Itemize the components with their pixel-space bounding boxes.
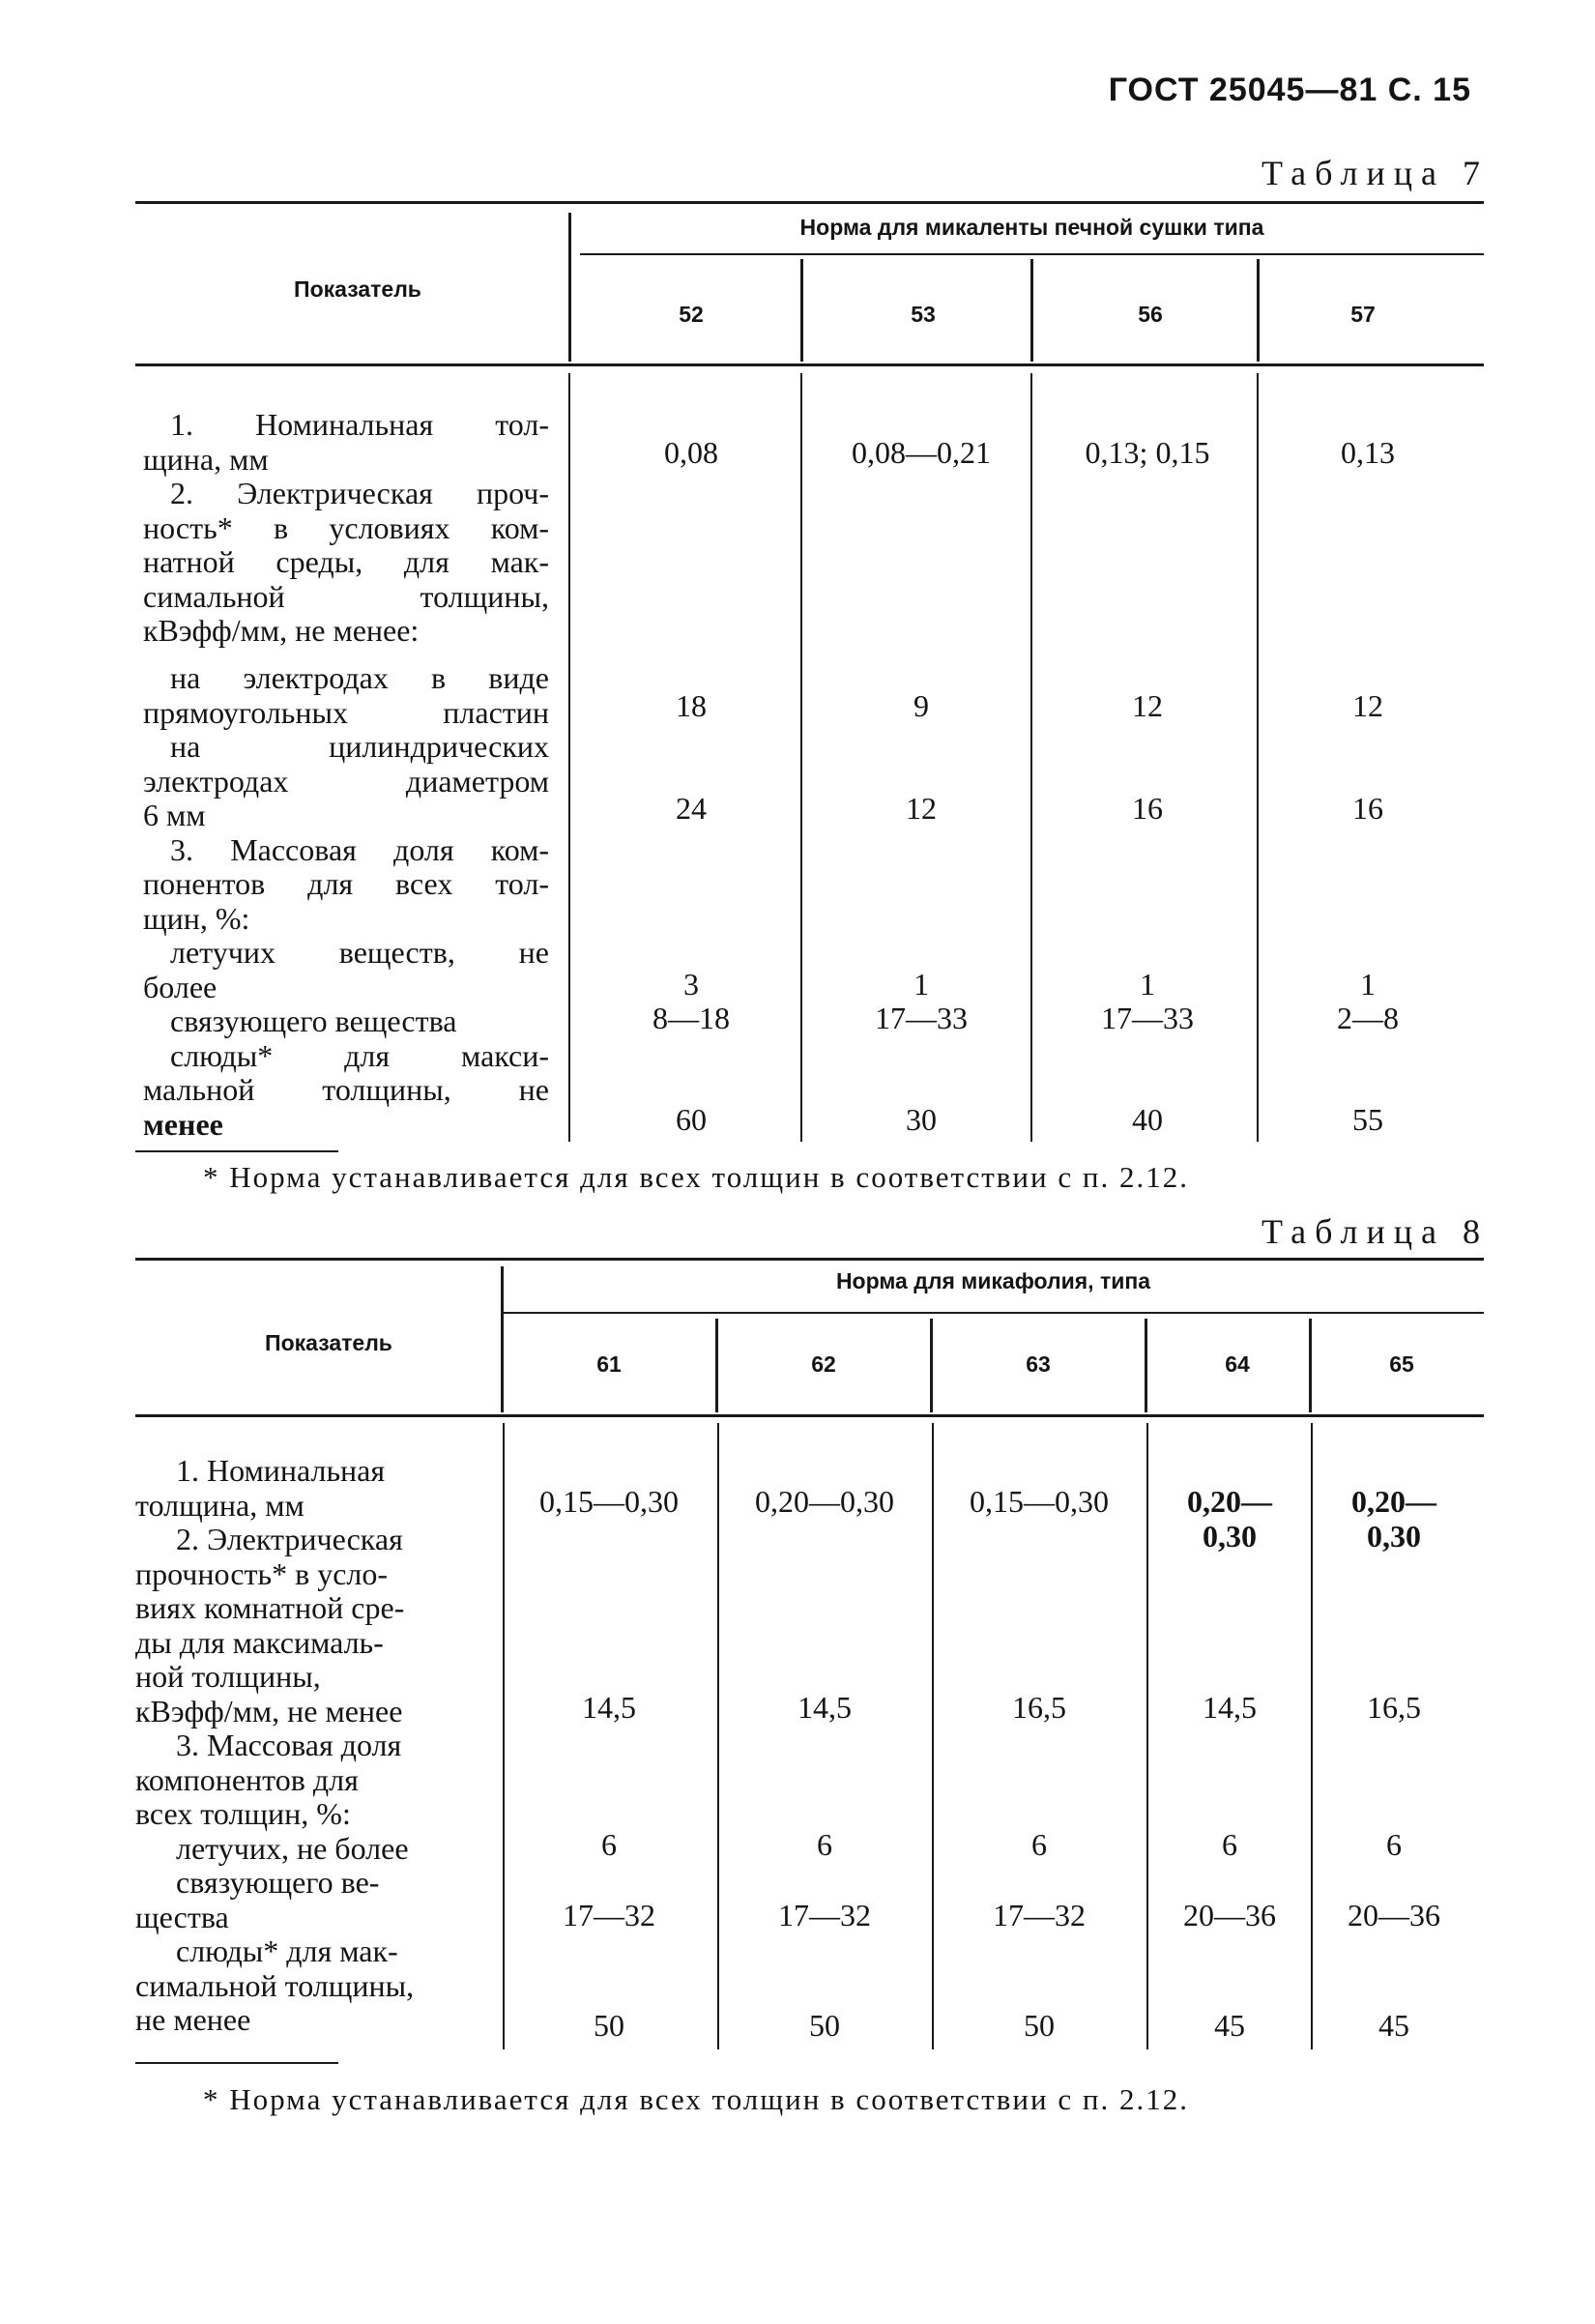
- value-cell: 45: [1214, 2008, 1245, 2043]
- type-56: 56: [1138, 302, 1163, 327]
- value-cell: 45: [1378, 2008, 1409, 2043]
- type-57: 57: [1350, 302, 1376, 327]
- type-65: 65: [1389, 1351, 1414, 1377]
- value-cell: 17—33: [875, 1001, 968, 1035]
- value-cell: 0,30: [1203, 1519, 1257, 1554]
- value-cell: 6: [1031, 1827, 1047, 1862]
- table-7-group-rule: [580, 253, 1484, 255]
- divider: [568, 213, 571, 362]
- value-cell: 6: [601, 1827, 617, 1862]
- value-cell: 6: [817, 1827, 832, 1862]
- value-cell: 8—18: [652, 1001, 730, 1035]
- table-7-top-rule: [135, 201, 1484, 204]
- divider: [568, 373, 570, 1142]
- value-cell: 6: [1386, 1827, 1402, 1862]
- value-cell: 50: [594, 2008, 624, 2043]
- value-cell: 1: [914, 967, 929, 1002]
- value-cell: 0,13; 0,15: [1085, 435, 1210, 470]
- divider: [800, 259, 803, 362]
- footnote-rule: [135, 2062, 338, 2064]
- value-cell: 2—8: [1337, 1001, 1399, 1035]
- table-8-footnote: * Норма устанавливается для всех толщин в соответствии с п. 2.12.: [203, 2082, 1189, 2116]
- value-cell: 16,5: [1012, 1690, 1066, 1725]
- table-7-head-rule: [135, 363, 1484, 366]
- table-7-group-header: Норма для микаленты печной сушки типа: [799, 215, 1264, 240]
- value-cell: 14,5: [1203, 1690, 1257, 1725]
- divider: [930, 1319, 933, 1412]
- footnote-rule: [135, 1150, 338, 1152]
- value-cell: 0,20—: [1351, 1484, 1436, 1519]
- value-cell: 9: [914, 688, 929, 723]
- type-63: 63: [1026, 1351, 1051, 1377]
- value-cell: 0,08: [664, 435, 718, 470]
- value-cell: 20—36: [1348, 1898, 1440, 1932]
- type-64: 64: [1225, 1351, 1250, 1377]
- table-8-head-rule: [135, 1414, 1484, 1417]
- value-cell: 1: [1360, 967, 1376, 1002]
- type-62: 62: [811, 1351, 836, 1377]
- value-cell: 17—32: [993, 1898, 1086, 1932]
- value-cell: 17—33: [1101, 1001, 1194, 1035]
- value-cell: 17—32: [563, 1898, 655, 1932]
- value-cell: 1: [1140, 967, 1155, 1002]
- table-8-group-header: Норма для микафолия, типа: [835, 1268, 1151, 1293]
- value-cell: 12: [906, 791, 937, 826]
- value-cell: 50: [1024, 2008, 1055, 2043]
- type-61: 61: [596, 1351, 622, 1377]
- value-cell: 12: [1352, 688, 1383, 723]
- table-8-row-header: Показатель: [265, 1330, 392, 1355]
- value-cell: 0,15—0,30: [970, 1484, 1109, 1519]
- value-cell: 14,5: [582, 1690, 636, 1725]
- value-cell: 60: [676, 1102, 707, 1137]
- table-7-caption: Таблица 7: [1262, 154, 1489, 192]
- value-cell: 30: [906, 1102, 937, 1137]
- value-cell: 16,5: [1367, 1690, 1421, 1725]
- divider: [932, 1423, 934, 2049]
- type-53: 53: [911, 302, 936, 327]
- divider: [1257, 373, 1259, 1142]
- type-52: 52: [679, 302, 704, 327]
- row-label: 1. Номинальная тол- щина, мм 2. Электрическая проч- ность* в условиях ком- натной среды, для мак- симальной толщины, кВэфф/мм, не менее:: [143, 407, 549, 648]
- value-cell: 55: [1352, 1102, 1383, 1137]
- value-cell: 6: [1222, 1827, 1237, 1862]
- value-cell: 16: [1132, 791, 1163, 826]
- value-cell: 3: [683, 967, 699, 1002]
- divider: [1257, 259, 1260, 362]
- divider: [503, 1423, 505, 2049]
- value-cell: 0,20—: [1187, 1484, 1272, 1519]
- value-cell: 18: [676, 688, 707, 723]
- value-cell: 0,30: [1367, 1519, 1421, 1554]
- value-cell: 24: [676, 791, 707, 826]
- divider: [1146, 1423, 1148, 2049]
- table-8-group-rule: [503, 1312, 1484, 1314]
- row-label: 1. Номинальная толщина, мм 2. Электрическая прочность* в усло- виях комнатной сре- ды для максималь- ной толщины, кВэфф/мм, не менее 3. Массовая доля компонентов для всех толщин, %: летучих, не более связующего ве- щества слюды* для мак- симальной толщины, не менее: [135, 1453, 415, 2037]
- divider: [717, 1423, 719, 2049]
- divider: [1030, 259, 1033, 362]
- value-cell: 20—36: [1183, 1898, 1276, 1932]
- divider: [800, 373, 802, 1142]
- row-label: на электродах в виде прямоугольных пластин на цилиндрических электродах диаметром 6 мм 3. Массовая доля ком- понентов для всех тол- щин, %: летучих веществ, не более связующего вещества слюды* для макси- мальной толщины, не менее: [143, 660, 549, 1142]
- value-cell: 12: [1132, 688, 1163, 723]
- divider: [1311, 1423, 1313, 2049]
- value-cell: 16: [1352, 791, 1383, 826]
- divider: [1030, 373, 1032, 1142]
- value-cell: 17—32: [778, 1898, 871, 1932]
- value-cell: 0,20—0,30: [755, 1484, 894, 1519]
- value-cell: 0,13: [1341, 435, 1395, 470]
- divider: [1145, 1319, 1147, 1412]
- value-cell: 50: [809, 2008, 840, 2043]
- table-8-caption: Таблица 8: [1262, 1212, 1489, 1251]
- divider: [715, 1319, 718, 1412]
- table-8-top-rule: [135, 1258, 1484, 1261]
- table-7-footnote: * Норма устанавливается для всех толщин в соответствии с п. 2.12.: [203, 1160, 1189, 1194]
- value-cell: 40: [1132, 1102, 1163, 1137]
- value-cell: 0,15—0,30: [539, 1484, 679, 1519]
- value-cell: 14,5: [798, 1690, 852, 1725]
- value-cell: 0,08—0,21: [852, 435, 991, 470]
- table-7-row-header: Показатель: [294, 276, 421, 302]
- page-header: ГОСТ 25045—81 С. 15: [1108, 72, 1471, 108]
